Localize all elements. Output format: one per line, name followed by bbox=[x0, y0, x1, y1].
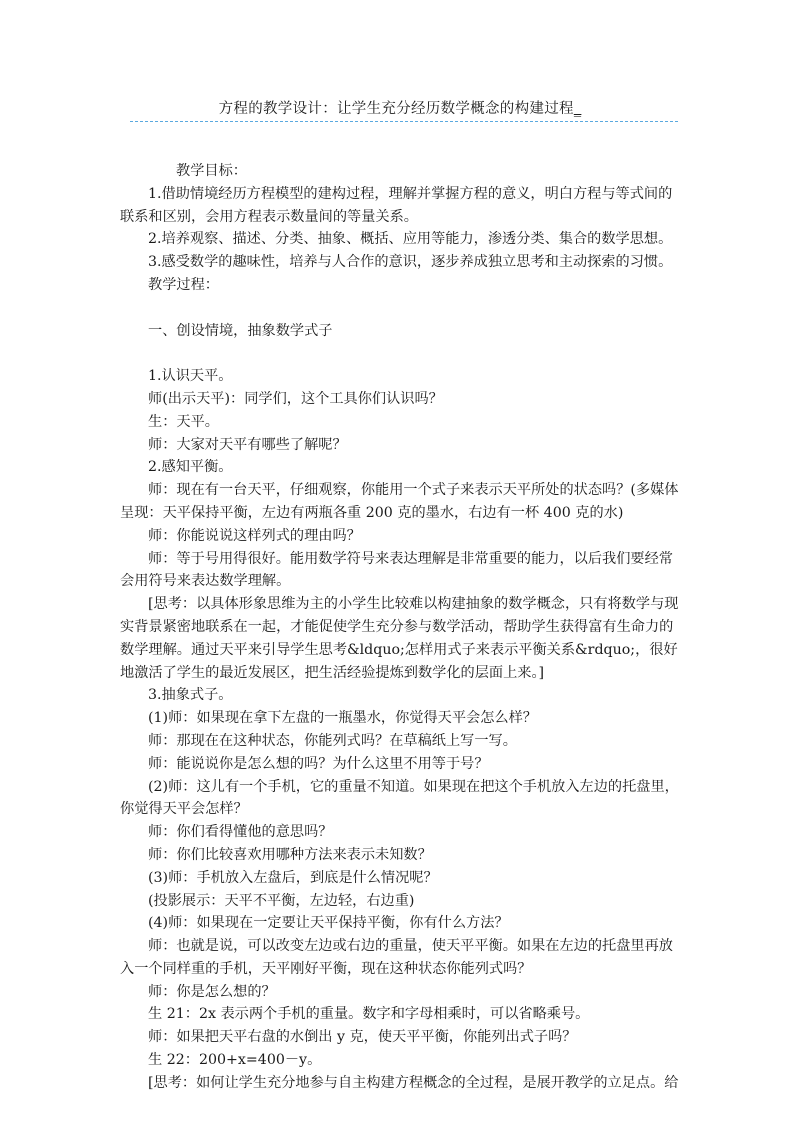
paragraph: (1)师：如果现在拿下左盘的一瓶墨水，你觉得天平会怎么样？ bbox=[148, 710, 537, 727]
paragraph-spacer bbox=[120, 342, 682, 365]
paragraph: 生 21：2x 表示两个手机的重量。数字和字母相乘时，可以省略乘号。 bbox=[148, 1006, 590, 1023]
title-divider bbox=[130, 121, 678, 122]
paragraph: 师：等于号用得很好。能用数学符号来表达理解是非常重要的能力，以后我们要经常会用符号来表达数学理解。 bbox=[120, 550, 673, 590]
paragraph: 3.感受数学的趣味性，培养与人合作的意识，逐步养成独立思考和主动探索的习惯。 bbox=[148, 254, 673, 271]
paragraph: 师：现在有一台天平，仔细观察，你能用一个式子来表示天平所处的状态吗？(多媒体呈现：天平保持平衡，左边有两瓶各重 200 克的墨水，右边有一杯 400 克的水) bbox=[120, 482, 679, 521]
paragraph: 师：大家对天平有哪些了解呢？ bbox=[148, 436, 347, 453]
paragraph: 生：天平。 bbox=[148, 413, 219, 430]
paragraph: 师(出示天平)：同学们，这个工具你们认识吗？ bbox=[148, 390, 443, 407]
paragraph: 3.抽象式子。 bbox=[148, 687, 233, 704]
page-title: 方程的教学设计：让学生充分经历数学概念的构建过程_ bbox=[218, 101, 582, 117]
paragraph: 1.借助情境经历方程模型的建构过程，理解并掌握方程的意义，明白方程与等式间的联系和区别，会用方程表示数量间的等量关系。 bbox=[120, 185, 673, 225]
paragraph: [思考：如何让学生充分地参与自主构建方程概念的全过程，是展开教学的立足点。给 bbox=[148, 1074, 679, 1091]
paragraph: 师：如果把天平右盘的水倒出 y 克，使天平平衡，你能列出式子吗？ bbox=[148, 1029, 577, 1046]
paragraph: 教学过程： bbox=[148, 276, 219, 293]
document-body bbox=[120, 160, 682, 1095]
paragraph: 师：你们比较喜欢用哪种方法来表示未知数？ bbox=[148, 846, 432, 863]
paragraph: 生 22：200+x=400－y。 bbox=[148, 1052, 322, 1069]
paragraph: 师：你们看得懂他的意思吗？ bbox=[148, 824, 333, 841]
paragraph: 1.认识天平。 bbox=[148, 368, 233, 385]
paragraph: 2.感知平衡。 bbox=[148, 459, 233, 476]
paragraph: (4)师：如果现在一定要让天平保持平衡，你有什么方法？ bbox=[148, 915, 509, 932]
paragraph: 师：能说说你是怎么想的吗？为什么这里不用等于号？ bbox=[148, 755, 489, 772]
paragraph: [思考：以具体形象思维为主的小学生比较难以构建抽象的数学概念，只有将数学与现实背景紧密地联系在一起，才能促使学生充分参与数学活动，帮助学生获得富有生命力的数学理解。通过天平来引导学生思考&ldquo;怎样用式子来表示平衡关系&rdquo;，很好地激活了学生的最近发展区，把生活经验提炼到数学化的层面上来。] bbox=[120, 596, 679, 681]
paragraph: 师：你能说说这样列式的理由吗？ bbox=[148, 527, 361, 544]
paragraph: 师：那现在在这种状态，你能列式吗？在草稿纸上写一写。 bbox=[148, 732, 517, 749]
paragraph-spacer bbox=[120, 297, 682, 320]
paragraph: 教学目标： bbox=[176, 163, 247, 179]
paragraph: 2.培养观察、描述、分类、抽象、概括、应用等能力，渗透分类、集合的数学思想。 bbox=[148, 231, 673, 248]
title-underscore: _ bbox=[573, 101, 582, 117]
paragraph: 师：你是怎么想的？ bbox=[148, 983, 276, 1000]
paragraph: 师：也就是说，可以改变左边或右边的重量，使天平平衡。如果在左边的托盘里再放入一个同样重的手机，天平刚好平衡，现在这种状态你能列式吗？ bbox=[120, 938, 673, 977]
paragraph: (投影展示：天平不平衡，左边轻，右边重) bbox=[148, 892, 415, 909]
paragraph: (3)师：手机放入左盘后，到底是什么情况呢？ bbox=[148, 869, 438, 886]
paragraph: (2)师：这儿有一个手机，它的重量不知道。如果现在把这个手机放入左边的托盘里，你觉得天平会怎样？ bbox=[120, 778, 679, 818]
paragraph: 一、创设情境，抽象数学式子 bbox=[148, 322, 333, 339]
